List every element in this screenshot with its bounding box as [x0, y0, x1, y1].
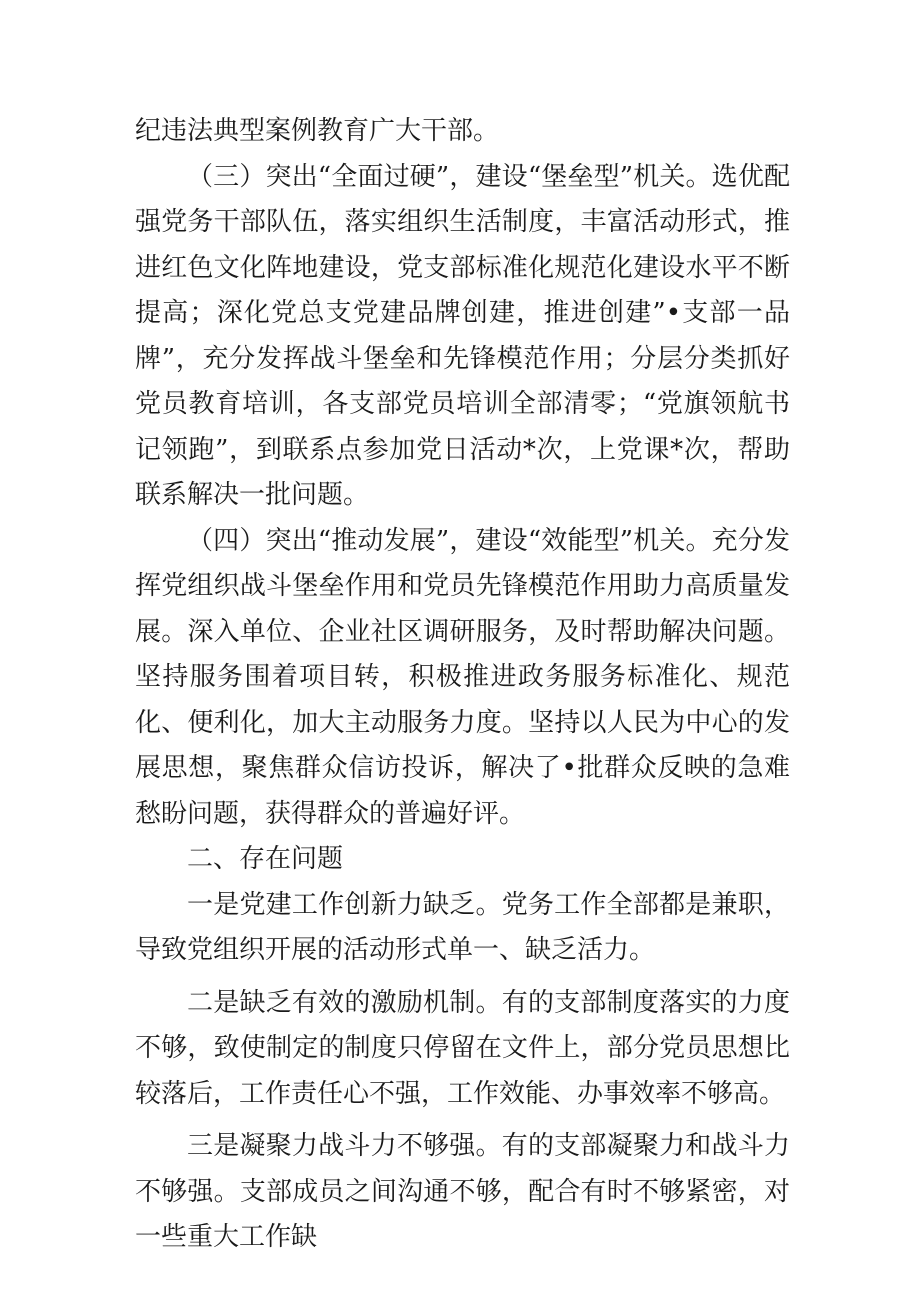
paragraph-continuation: 纪违法典型案例教育广大干部。 — [135, 116, 500, 146]
paragraph-problem-three: 三是凝聚力战斗力不够强。有的支部凝聚力和战斗力不够强。支部成员之间沟通不够，配合有时不够紧密，对一些重大工作缺 — [135, 1131, 790, 1252]
paragraph-section-three: （三）突出“全面过硬”，建设“堡垒型”机关。选优配强党务干部队伍，落实组织生活制度，丰富活动形式，推进红色文化阵地建设，党支部标准化规范化建设水平不断提高；深化党总支党建品牌创建，推进创建”•支部一品牌”，充分发挥战斗堡垒和先锋模范作用；分层分类抓好党员教育培训，各支部党员培训全部清零；“党旗领航书记领跑”，到联系点参加党日活动*次，上党课*次，帮助联系解决一批问题。 — [135, 161, 790, 510]
paragraph-section-four: （四）突出“推动发展”，建设“效能型”机关。充分发挥党组织战斗堡垒作用和党员先锋模范作用助力高质量发展。深入单位、企业社区调研服务，及时帮助解决问题。坚持服务围着项目转，积极推进政务服务标准化、规范化、便利化，加大主动服务力度。坚持以人民为中心的发展思想，聚焦群众信访投诉，解决了•批群众反映的急难愁盼问题，获得群众的普遍好评。 — [135, 525, 790, 829]
paragraph-problem-two: 二是缺乏有效的激励机制。有的支部制度落实的力度不够，致使制定的制度只停留在文件上，部分党员思想比较落后，工作责任心不强，工作效能、办事效率不够高。 — [135, 987, 790, 1109]
paragraph-problem-one: 一是党建工作创新力缺乏。党务工作全部都是兼职，导致党组织开展的活动形式单一、缺乏活力。 — [135, 889, 790, 965]
document-body — [135, 109, 790, 1261]
heading-existing-problems: 二、存在问题 — [187, 844, 344, 874]
